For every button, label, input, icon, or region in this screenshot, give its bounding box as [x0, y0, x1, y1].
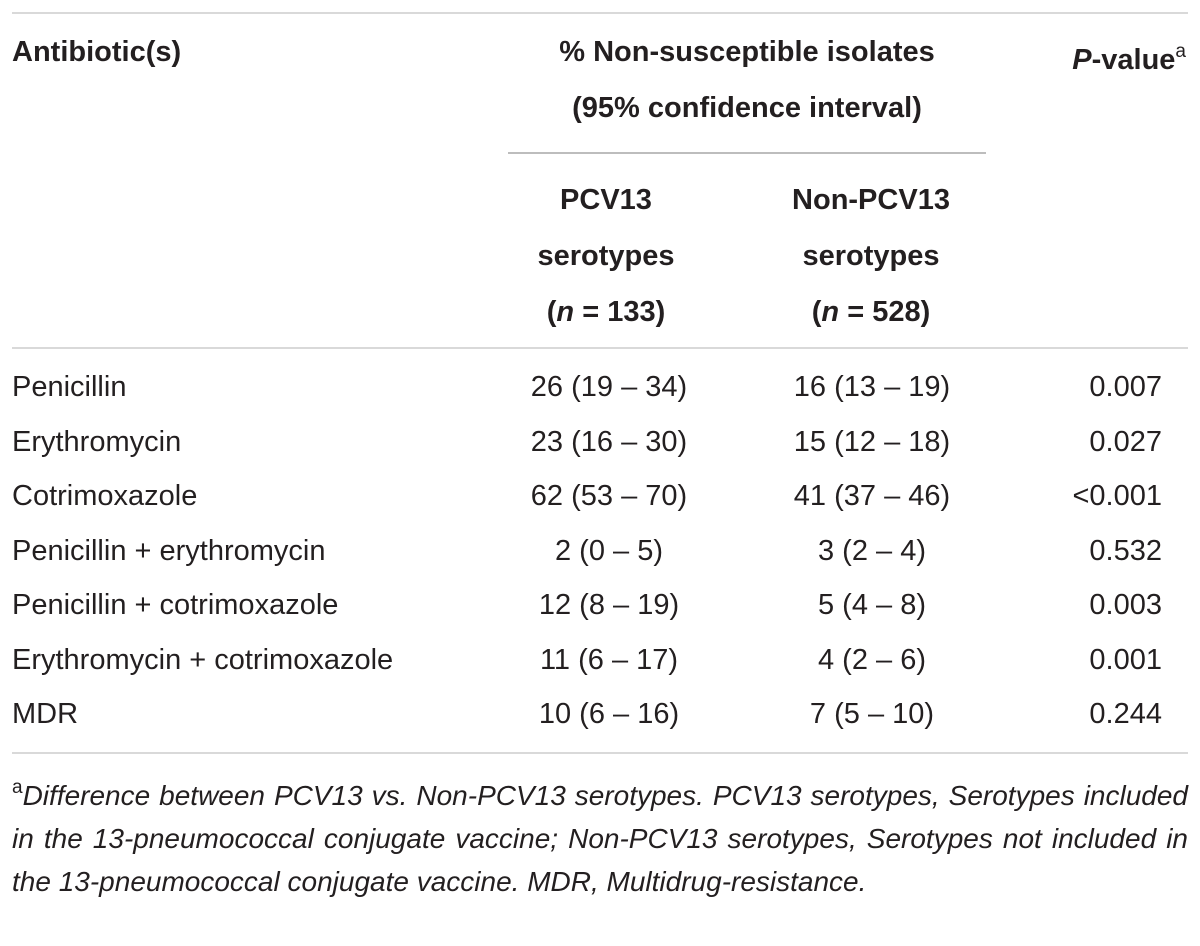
header-nonpcv13-n: [741, 284, 1001, 340]
header-antibiotic: Antibiotic(s): [12, 36, 182, 68]
cell-antibiotic: Penicillin + erythromycin: [12, 534, 326, 567]
cell-pvalue: 0.001: [1089, 643, 1162, 676]
header-pvalue: [1072, 24, 1186, 88]
header-span-rule: [508, 152, 986, 154]
header-nonpcv13: [741, 172, 1001, 340]
cell-antibiotic: Penicillin + cotrimoxazole: [12, 589, 339, 621]
table-row: [0, 687, 1200, 742]
header-pvalue-footnote-marker: a: [1175, 41, 1186, 62]
cell-nonpcv13: 16 (13 – 19): [793, 371, 951, 403]
header-nonsusceptible-line1: % Non-susceptible isolates: [559, 36, 935, 68]
footnote-text: Difference between PCV13 vs. Non-PCV13 serotypes. PCV13 serotypes, Serotypes included in the 13-pneumococcal conjugate vaccine; Non-PCV13 serotypes, Serotypes not included in the 13-pneumococcal conjugate vaccine. MDR, Multidrug-resistance.: [12, 780, 1188, 897]
header-pcv13-line2: serotypes: [537, 240, 675, 272]
cell-pvalue: 0.007: [1089, 371, 1162, 403]
cell-pvalue: <0.001: [1072, 480, 1162, 512]
cell-pvalue: 0.027: [1089, 425, 1162, 458]
cell-pvalue: 0.532: [1089, 534, 1162, 567]
cell-pvalue: 0.003: [1089, 589, 1162, 621]
cell-pcv13: 10 (6 – 16): [538, 698, 680, 730]
cell-pcv13: 11 (6 – 17): [539, 643, 679, 676]
header-pcv13-n-rest: = 133): [574, 296, 666, 328]
footnote-marker: a: [12, 777, 23, 798]
header-pcv13-n-var: n: [556, 296, 575, 328]
table-bottom-rule: [12, 752, 1188, 754]
header-pcv13: [476, 172, 736, 340]
cell-nonpcv13: 4 (2 – 6): [818, 643, 926, 676]
header-nonpcv13-line1: Non-PCV13: [792, 184, 950, 216]
header-nonpcv13-n-var: n: [821, 296, 840, 328]
cell-antibiotic: Cotrimoxazole: [12, 480, 198, 512]
cell-nonpcv13: 15 (12 – 18): [793, 425, 951, 458]
header-nonpcv13-n-rest: = 528): [839, 296, 931, 328]
cell-pcv13: 26 (19 – 34): [530, 371, 688, 403]
table-row: [0, 524, 1200, 579]
table-row: [0, 360, 1200, 415]
table-row: [0, 578, 1200, 633]
header-nonpcv13-n-open: (: [811, 296, 822, 328]
cell-antibiotic: Erythromycin + cotrimoxazole: [12, 643, 394, 676]
cell-pcv13: 12 (8 – 19): [538, 589, 680, 621]
table-row: [0, 633, 1200, 688]
cell-antibiotic: Penicillin: [12, 371, 127, 403]
table-row: [0, 469, 1200, 524]
header-pcv13-n-open: (: [546, 296, 557, 328]
header-nonsusceptible-line2: (95% confidence interval): [572, 92, 922, 124]
header-nonpcv13-line2: serotypes: [802, 240, 940, 272]
table-row: [0, 415, 1200, 470]
cell-nonpcv13: 7 (5 – 10): [809, 698, 935, 730]
header-pcv13-line1: PCV13: [560, 184, 652, 216]
header-pvalue-rest: -value: [1091, 44, 1176, 76]
cell-pcv13: 23 (16 – 30): [530, 425, 688, 458]
header-bottom-rule: [12, 347, 1188, 349]
table-footnote: [12, 766, 1188, 903]
table-top-rule: [12, 12, 1188, 14]
cell-antibiotic: Erythromycin: [12, 425, 182, 458]
header-pvalue-p: P: [1072, 44, 1092, 76]
cell-nonpcv13: 5 (4 – 8): [818, 589, 926, 621]
header-nonsusceptible: [508, 24, 986, 136]
cell-pcv13: 2 (0 – 5): [555, 534, 663, 567]
table-body: [0, 360, 1200, 742]
cell-nonpcv13: 41 (37 – 46): [793, 480, 951, 512]
cell-antibiotic: MDR: [12, 698, 79, 730]
cell-nonpcv13: 3 (2 – 4): [818, 534, 926, 567]
header-pcv13-n: [476, 284, 736, 340]
cell-pcv13: 62 (53 – 70): [530, 480, 688, 512]
cell-pvalue: 0.244: [1089, 698, 1162, 730]
